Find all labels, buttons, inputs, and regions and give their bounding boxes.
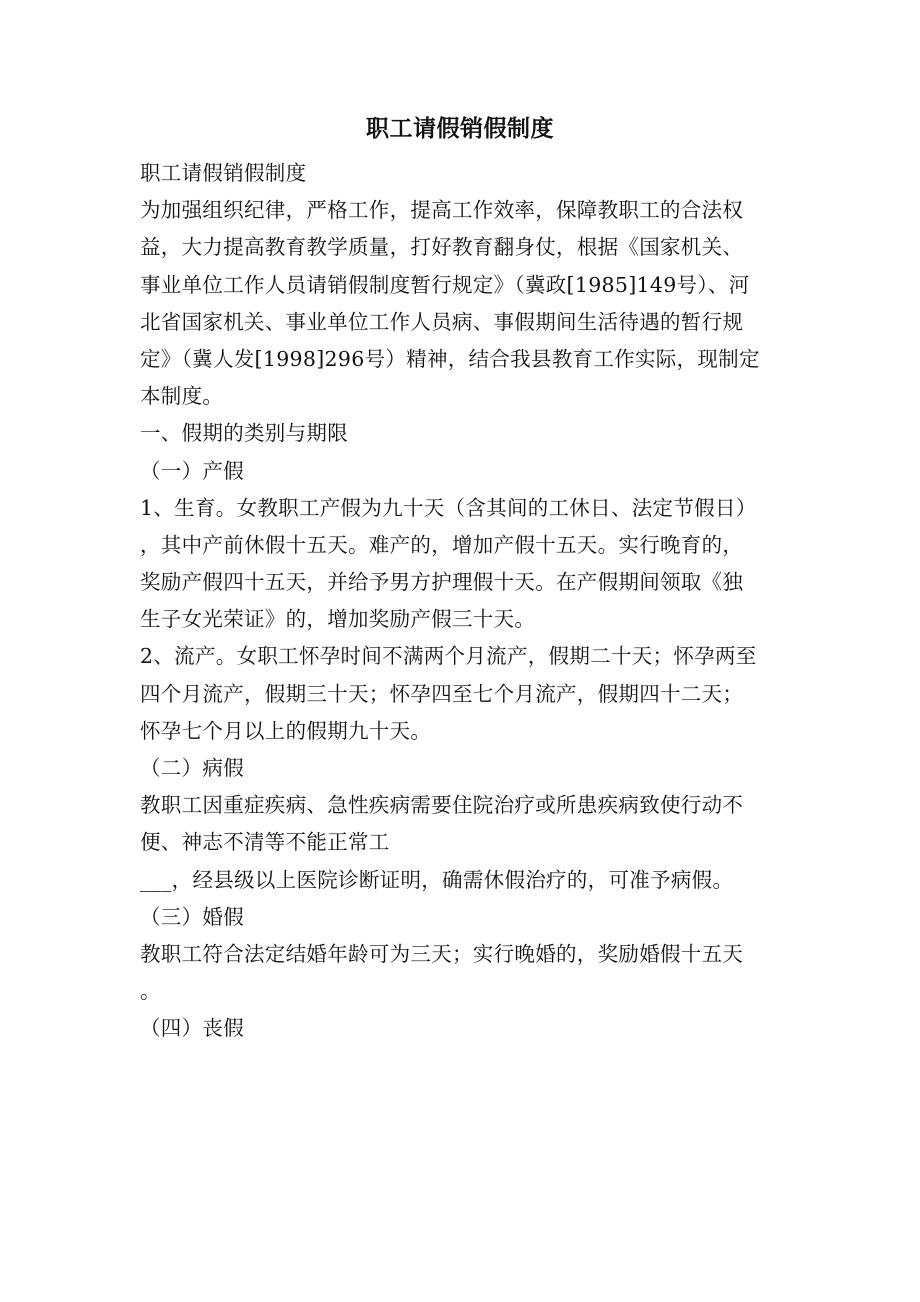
paragraph-line: 益，大力提高教育教学质量，打好教育翻身仗，根据《国家机关、: [140, 235, 744, 260]
paragraph-line: 。: [140, 979, 161, 1004]
heading-line: 职工请假销假制度: [140, 161, 307, 185]
subsection-heading: （一）产假: [140, 458, 244, 483]
paragraph-line: ，其中产前休假十五天。难产的，增加产假十五天。实行晚育的，: [140, 532, 744, 557]
subsection-heading: （三）婚假: [140, 904, 244, 929]
paragraph-line: 2、流产。女职工怀孕时间不满两个月流产，假期二十天；怀孕两至: [140, 644, 757, 669]
paragraph-line: 1、生育。女教职工产假为九十天（含其间的工休日、法定节假日）: [140, 495, 757, 520]
paragraph-line: 奖励产假四十五天，并给予男方护理假十天。在产假期间领取《独: [140, 570, 744, 595]
paragraph-line: 事业单位工作人员请销假制度暂行规定》（冀政[1985]149号）、河: [140, 272, 750, 297]
document-title: 职工请假销假制度: [366, 116, 554, 142]
paragraph-line: ___，经县级以上医院诊断证明，确需休假治疗的，可准予病假。: [140, 867, 734, 892]
paragraph-line: 本制度。: [140, 384, 224, 409]
paragraph-line: 生子女光荣证》的，增加奖励产假三十天。: [140, 607, 536, 632]
subsection-heading: （四）丧假: [140, 1016, 244, 1041]
paragraph-line: 教职工符合法定结婚年龄可为三天；实行晚婚的，奖励婚假十五天: [140, 941, 744, 966]
paragraph-line: 怀孕七个月以上的假期九十天。: [140, 718, 432, 743]
paragraph-line: 为加强组织纪律，严格工作，提高工作效率，保障教职工的合法权: [140, 198, 744, 223]
paragraph-line: 定》（冀人发[1998]296号）精神，结合我县教育工作实际，现制定: [140, 346, 760, 371]
paragraph-line: 便、神志不清等不能正常工: [140, 830, 390, 855]
paragraph-line: 教职工因重症疾病、急性疾病需要住院治疗或所患疾病致使行动不: [140, 793, 744, 818]
paragraph-line: 四个月流产，假期三十天；怀孕四至七个月流产，假期四十二天；: [140, 681, 744, 706]
document-body: [140, 155, 790, 1048]
paragraph-line: 北省国家机关、事业单位工作人员病、事假期间生活待遇的暂行规: [140, 309, 744, 334]
section-heading: 一、假期的类别与期限: [140, 421, 348, 446]
subsection-heading: （二）病假: [140, 756, 244, 780]
